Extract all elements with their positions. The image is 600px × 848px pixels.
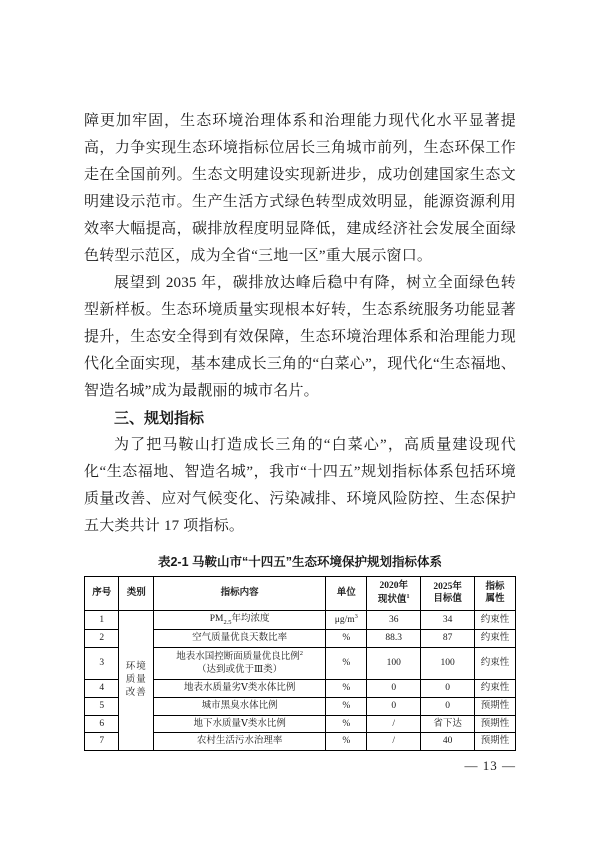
attribute-cell: 约束性 — [475, 679, 516, 697]
indicator-table-header-row — [85, 577, 516, 611]
column-header-category: 类别 — [119, 577, 153, 611]
value-2020-cell: 0 — [367, 679, 421, 697]
attribute-cell: 预期性 — [475, 715, 516, 733]
value-2020-cell: 100 — [367, 648, 421, 680]
indicator-cell: 地下水质量Ⅴ类水比例 — [153, 715, 325, 733]
serial-cell: 2 — [85, 630, 119, 648]
section-heading-planning-indicators: 三、规划指标 — [114, 410, 205, 427]
serial-cell: 6 — [85, 715, 119, 733]
column-header-indicator: 指标内容 — [153, 577, 325, 611]
indicator-cell: 城市黑臭水体比例 — [153, 697, 325, 715]
value-2025-cell: 40 — [421, 733, 475, 751]
table-row — [85, 610, 516, 630]
indicator-table — [84, 576, 516, 751]
value-2025-cell: 87 — [421, 630, 475, 648]
unit-cell: $\mu g/m^3$ — [326, 610, 367, 630]
attribute-cell: 约束性 — [475, 610, 516, 630]
attribute-cell: 约束性 — [475, 630, 516, 648]
paragraph-outlook-2035: 展望到 2035 年，碳排放达峰后稳中有降，树立全面绿色转型新样板。生态环境质量实现根本好转，生态系统服务功能显著提升，生态安全得到有效保障，生态环境治理体系和治理能力现代化全面实现，基本建成长三角的“白菜心”，现代化“生态福地、智造名城”成为最靓丽的城市名片。 — [84, 275, 516, 399]
value-2020-cell: 36 — [367, 610, 421, 630]
indicator-cell: 空气质量优良天数比率 — [153, 630, 325, 648]
indicator-cell: 地表水国控断面质量优良比例$^2$ （达到或优于Ⅲ类） — [153, 648, 325, 680]
table-title: 表2-1 马鞍山市“十四五”生态环境保护规划指标体系 — [157, 555, 443, 569]
value-2025-cell: 100 — [421, 648, 475, 680]
paragraph-indicator-system: 为了把马鞍山打造成长三角的“白菜心”，高质量建设现代化“生态福地、智造名城”，我市“十四五”规划指标体系包括环境质量改善、应对气候变化、污染减排、环境风险防控、生态保护五大类共计 17 项指标。 — [84, 437, 516, 534]
value-2025-cell: 0 — [421, 679, 475, 697]
indicator-cell: $PM_{2.5}$年均浓度 — [153, 610, 325, 630]
column-header-unit: 单位 — [326, 577, 367, 611]
indicator-cell: 地表水质量劣Ⅴ类水体比例 — [153, 679, 325, 697]
unit-cell: % — [326, 648, 367, 680]
value-2020-cell: 88.3 — [367, 630, 421, 648]
serial-cell: 4 — [85, 679, 119, 697]
indicator-table-body — [85, 610, 516, 750]
attribute-cell: 约束性 — [475, 648, 516, 680]
value-2025-cell: 省下达 — [421, 715, 475, 733]
serial-cell: 3 — [85, 648, 119, 680]
attribute-cell: 预期性 — [475, 697, 516, 715]
unit-cell: % — [326, 715, 367, 733]
paragraph-continued: 障更加牢固，生态环境治理体系和治理能力现代化水平显著提高，力争实现生态环境指标位居长三角城市前列，生态环保工作走在全国前列。生态文明建设实现新进步，成功创建国家生态文明建设示范市。生产生活方式绿色转型成效明显，能源资源利用效率大幅提高，碳排放程度明显降低，建成经济社会发展全面绿色转型示范区，成为全省“三地一区”重大展示窗口。 — [84, 113, 516, 264]
page-number: — 13 — — [464, 758, 516, 773]
unit-cell: % — [326, 630, 367, 648]
serial-cell: 1 — [85, 610, 119, 630]
indicator-cell: 农村生活污水治理率 — [153, 733, 325, 751]
unit-cell: % — [326, 679, 367, 697]
value-2020-cell: / — [367, 733, 421, 751]
serial-cell: 5 — [85, 697, 119, 715]
serial-cell: 7 — [85, 733, 119, 751]
column-header-attribute: 指标 属性 — [475, 577, 516, 611]
value-2020-cell: / — [367, 715, 421, 733]
column-header-serial: 序号 — [85, 577, 119, 611]
unit-cell: % — [326, 697, 367, 715]
value-2025-cell: 0 — [421, 697, 475, 715]
value-2025-cell: 34 — [421, 610, 475, 630]
category-cell: 环境 质量 改善 — [119, 610, 153, 750]
attribute-cell: 预期性 — [475, 733, 516, 751]
unit-cell: % — [326, 733, 367, 751]
column-header-value-2020: 2020年 现状值$^1$ — [367, 577, 421, 611]
value-2020-cell: 0 — [367, 697, 421, 715]
column-header-value-2025: 2025年 目标值 — [421, 577, 475, 611]
